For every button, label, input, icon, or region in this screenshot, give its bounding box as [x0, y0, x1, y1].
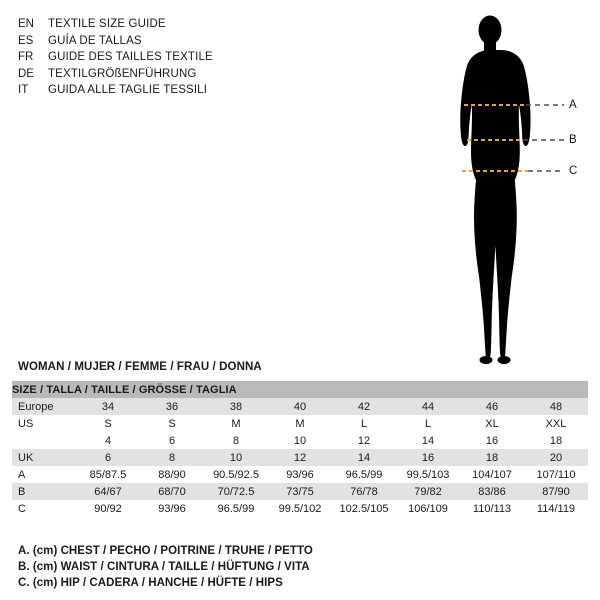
table-cell: 6: [76, 449, 140, 466]
table-cell: M: [268, 415, 332, 432]
language-row-en: [18, 16, 318, 33]
table-cell: 12: [268, 449, 332, 466]
table-cell: 73/75: [268, 483, 332, 500]
table-cell: 10: [204, 449, 268, 466]
table-cell: 8: [204, 432, 268, 449]
table-cell: 40: [268, 398, 332, 415]
language-title: TEXTILE SIZE GUIDE: [48, 18, 166, 30]
language-title: GUIDA ALLE TAGLIE TESSILI: [48, 84, 208, 96]
table-row: [12, 449, 588, 466]
footnote-chest: A. (cm) CHEST / PECHO / POITRINE / TRUHE / PETTO: [18, 545, 313, 557]
table-cell: 70/72.5: [204, 483, 268, 500]
language-title: GUÍA DE TALLAS: [48, 34, 142, 47]
table-cell: 44: [396, 398, 460, 415]
table-cell: 12: [332, 432, 396, 449]
language-title: GUIDE DES TAILLES TEXTILE: [48, 51, 213, 63]
table-row: [12, 432, 588, 449]
table-cell: 106/109: [396, 500, 460, 517]
table-cell: XL: [460, 415, 524, 432]
measure-label-b: B: [569, 134, 577, 146]
row-label: UK: [12, 449, 76, 466]
table-cell: 102.5/105: [332, 500, 396, 517]
table-cell: 96.5/99: [332, 466, 396, 483]
row-label: Europe: [12, 398, 76, 415]
language-code: DE: [18, 67, 34, 80]
table-cell: XXL: [524, 415, 588, 432]
size-table: [12, 381, 588, 517]
table-cell: 85/87.5: [76, 466, 140, 483]
table-cell: M: [204, 415, 268, 432]
measure-label-a: A: [569, 99, 577, 111]
row-label: B: [12, 483, 76, 500]
body-silhouette-icon: [430, 8, 590, 368]
table-cell: 34: [76, 398, 140, 415]
table-cell: 46: [460, 398, 524, 415]
size-table-wrapper: [12, 381, 588, 517]
table-cell: 107/110: [524, 466, 588, 483]
table-cell: 8: [140, 449, 204, 466]
row-label: [12, 432, 76, 449]
table-cell: 76/78: [332, 483, 396, 500]
language-row-de: [18, 66, 318, 83]
table-cell: 99.5/103: [396, 466, 460, 483]
table-cell: 4: [76, 432, 140, 449]
table-header-row: [12, 381, 588, 398]
table-cell: 20: [524, 449, 588, 466]
language-code: IT: [18, 84, 29, 96]
language-code: EN: [18, 18, 34, 30]
table-cell: 42: [332, 398, 396, 415]
table-cell: 93/96: [268, 466, 332, 483]
female-body-figure: [430, 8, 590, 368]
table-cell: L: [396, 415, 460, 432]
table-cell: 16: [396, 449, 460, 466]
table-cell: 114/119: [524, 500, 588, 517]
table-row: [12, 483, 588, 500]
table-cell: 10: [268, 432, 332, 449]
table-row: [12, 398, 588, 415]
footnote-waist: B. (cm) WAIST / CINTURA / TAILLE / HÜFTUNG / VITA: [18, 561, 310, 573]
table-row: [12, 466, 588, 483]
table-row: [12, 500, 588, 517]
row-label: US: [12, 415, 76, 432]
table-cell: 96.5/99: [204, 500, 268, 517]
table-cell: 16: [460, 432, 524, 449]
table-cell: 87/90: [524, 483, 588, 500]
section-caption: WOMAN / MUJER / FEMME / FRAU / DONNA: [18, 361, 262, 373]
language-code: ES: [18, 34, 34, 47]
table-cell: 18: [524, 432, 588, 449]
footnote-list: [18, 543, 518, 591]
table-cell: 6: [140, 432, 204, 449]
table-cell: 110/113: [460, 500, 524, 517]
table-cell: 90.5/92.5: [204, 466, 268, 483]
row-label: A: [12, 466, 76, 483]
table-cell: 48: [524, 398, 588, 415]
table-cell: S: [76, 415, 140, 432]
measure-label-c: C: [569, 165, 578, 177]
language-row-fr: [18, 49, 318, 66]
language-list: [18, 16, 318, 99]
table-cell: 99.5/102: [268, 500, 332, 517]
table-header-cell: SIZE / TALLA / TAILLE / GRÖSSE / TAGLIA: [12, 381, 588, 398]
table-cell: S: [140, 415, 204, 432]
table-cell: 18: [460, 449, 524, 466]
table-cell: 79/82: [396, 483, 460, 500]
language-row-it: [18, 82, 318, 99]
table-cell: 38: [204, 398, 268, 415]
table-row: [12, 415, 588, 432]
language-row-es: [18, 33, 318, 50]
table-cell: L: [332, 415, 396, 432]
table-cell: 64/67: [76, 483, 140, 500]
table-cell: 88/90: [140, 466, 204, 483]
row-label: C: [12, 500, 76, 517]
table-cell: 14: [396, 432, 460, 449]
language-code: FR: [18, 51, 34, 63]
table-cell: 68/70: [140, 483, 204, 500]
table-cell: 104/107: [460, 466, 524, 483]
table-cell: 93/96: [140, 500, 204, 517]
footnote-hip: C. (cm) HIP / CADERA / HANCHE / HÜFTE / HIPS: [18, 577, 283, 589]
table-cell: 83/86: [460, 483, 524, 500]
table-cell: 90/92: [76, 500, 140, 517]
language-title: TEXTILGRÖßENFÜHRUNG: [48, 67, 197, 80]
table-cell: 14: [332, 449, 396, 466]
table-cell: 36: [140, 398, 204, 415]
